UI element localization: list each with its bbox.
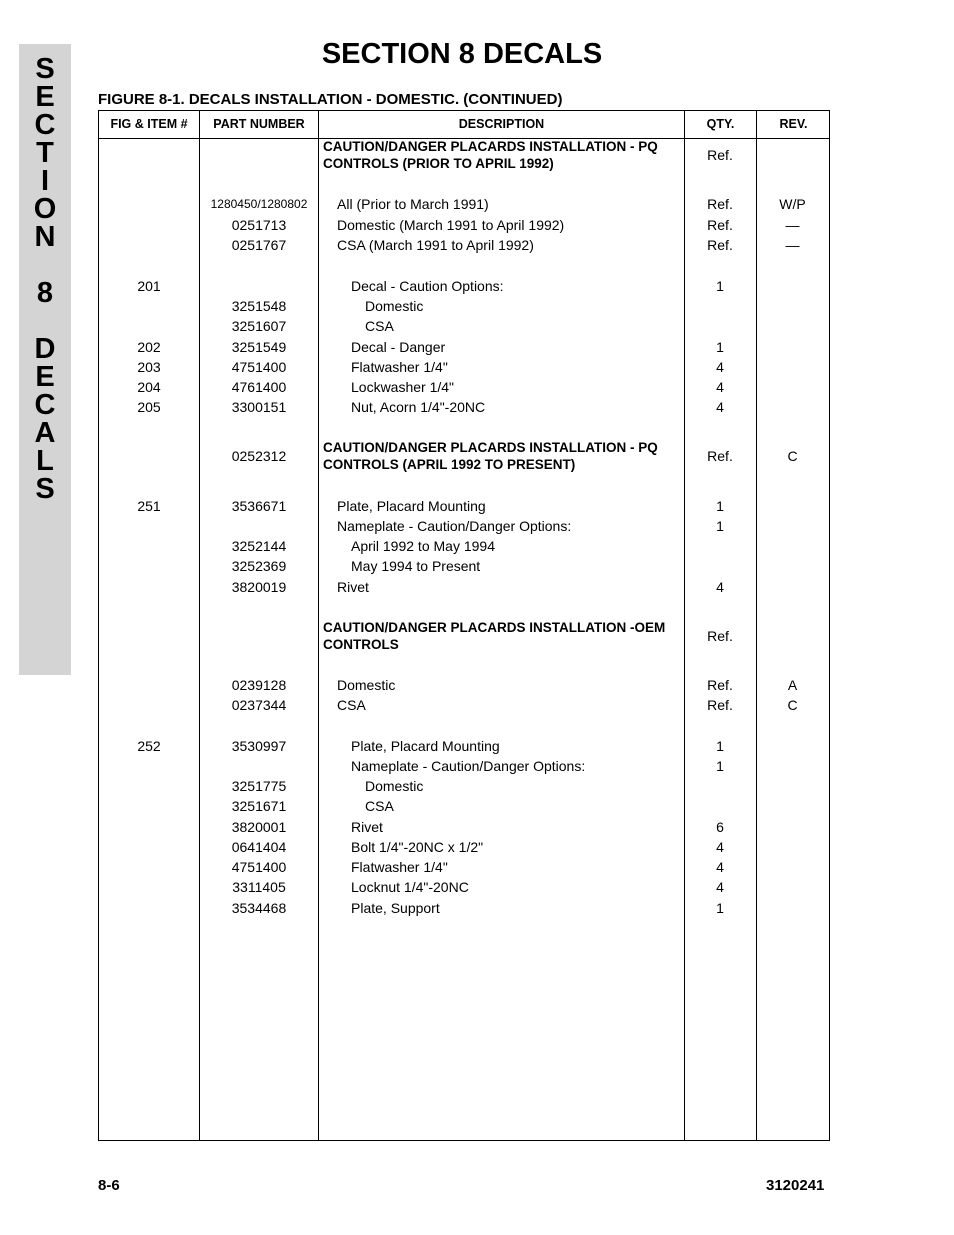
table-row [99, 696, 829, 714]
qty-cell: 1 [716, 498, 724, 514]
header-qty: QTY. [706, 117, 735, 131]
part-number-cell: 1280450/1280802 [210, 197, 308, 211]
side-tab-letter: O [33, 193, 57, 225]
qty-cell: Ref. [707, 147, 733, 163]
header-rev: REV. [779, 117, 808, 131]
part-number-cell: 3252144 [231, 538, 287, 554]
table-row [99, 236, 829, 254]
description-cell: Flatwasher 1/4" [351, 859, 448, 875]
part-number-cell: 3820019 [231, 579, 287, 595]
qty-cell: 4 [716, 399, 724, 415]
table-row [99, 297, 829, 315]
table-row [99, 216, 829, 234]
part-number-cell: 3300151 [231, 399, 287, 415]
description-cell: All (Prior to March 1991) [337, 196, 489, 212]
fig-item-cell: 205 [137, 399, 161, 415]
part-number-cell: 3536671 [231, 498, 287, 514]
table-row [99, 378, 829, 396]
qty-cell: 4 [716, 879, 724, 895]
table-row [99, 537, 829, 555]
fig-item-cell: 202 [137, 339, 161, 355]
description-cell: Domestic [337, 677, 396, 693]
part-number-cell: 0641404 [231, 839, 287, 855]
page-title: SECTION 8 DECALS [321, 38, 603, 70]
table-row [99, 338, 829, 356]
rev-cell: — [785, 237, 800, 253]
table-row [99, 317, 829, 335]
side-tab-letter: S [35, 473, 55, 505]
table-row [99, 517, 829, 535]
side-tab-letter: N [34, 221, 56, 253]
description-cell: Rivet [351, 819, 383, 835]
part-number-cell: 3251775 [231, 778, 287, 794]
qty-cell: 1 [716, 339, 724, 355]
table-row [99, 858, 829, 876]
heading-line: CAUTION/DANGER PLACARDS INSTALLATION - PQ [323, 139, 658, 154]
table-row [99, 358, 829, 376]
fig-item-cell: 204 [137, 379, 161, 395]
qty-cell: Ref. [707, 237, 733, 253]
description-cell: CSA (March 1991 to April 1992) [337, 237, 534, 253]
description-cell: May 1994 to Present [351, 558, 481, 574]
part-number-cell: 3251548 [231, 298, 287, 314]
description-cell: Nut, Acorn 1/4"-20NC [351, 399, 486, 415]
table-row [99, 797, 829, 815]
qty-cell: 1 [716, 738, 724, 754]
description-cell: Lockwasher 1/4" [351, 379, 455, 395]
table-row [99, 578, 829, 596]
rev-cell: W/P [779, 196, 806, 212]
part-number-cell: 4751400 [231, 359, 287, 375]
side-tab-letter: T [36, 137, 54, 169]
side-tab-letter: 8 [36, 277, 54, 309]
qty-cell: Ref. [707, 697, 733, 713]
part-number-cell: 3534468 [231, 900, 287, 916]
table-row [99, 497, 829, 515]
qty-cell: Ref. [707, 448, 733, 464]
section-side-tab [19, 44, 71, 675]
rev-cell: C [787, 697, 798, 713]
table-row [99, 557, 829, 575]
part-number-cell: 3251549 [231, 339, 287, 355]
part-number-cell: 3530997 [231, 738, 287, 754]
table-row-heading [99, 439, 829, 479]
side-tab-letter: C [34, 109, 56, 141]
part-number-cell: 0237344 [231, 697, 287, 713]
table-row [99, 899, 829, 917]
description-cell: CSA [337, 697, 366, 713]
description-cell: Bolt 1/4"-20NC x 1/2" [351, 839, 484, 855]
heading-line: CAUTION/DANGER PLACARDS INSTALLATION -OEM [323, 620, 666, 635]
description-cell: Plate, Placard Mounting [337, 498, 486, 514]
qty-cell: 4 [716, 859, 724, 875]
side-tab-letter: A [34, 417, 56, 449]
heading-line: CONTROLS [323, 637, 399, 652]
part-number-cell: 3820001 [231, 819, 287, 835]
qty-cell: Ref. [707, 628, 733, 644]
page-number: 8-6 [98, 1177, 120, 1194]
table-row [99, 818, 829, 836]
part-number-cell: 4761400 [231, 379, 287, 395]
description-cell: Decal - Caution Options: [351, 278, 504, 294]
table-row [99, 777, 829, 795]
heading-line: CONTROLS (APRIL 1992 TO PRESENT) [323, 457, 576, 472]
part-number-cell: 0239128 [231, 677, 287, 693]
rev-cell: — [785, 217, 800, 233]
qty-cell: 1 [716, 518, 724, 534]
description-cell: Nameplate - Caution/Danger Options: [351, 758, 586, 774]
qty-cell: 1 [716, 900, 724, 916]
heading-line: CAUTION/DANGER PLACARDS INSTALLATION - PQ [323, 440, 658, 455]
description-cell: Locknut 1/4"-20NC [351, 879, 469, 895]
table-row [99, 277, 829, 295]
fig-item-cell: 201 [137, 278, 161, 294]
table-row [99, 676, 829, 694]
table-row [99, 757, 829, 775]
description-cell: Domestic (March 1991 to April 1992) [337, 217, 565, 233]
qty-cell: 4 [716, 579, 724, 595]
description-cell: Plate, Placard Mounting [351, 738, 500, 754]
description-cell: April 1992 to May 1994 [351, 538, 495, 554]
qty-cell: 1 [716, 758, 724, 774]
fig-item-cell: 203 [137, 359, 161, 375]
table-row [99, 398, 829, 416]
table-row-heading [99, 138, 829, 178]
description-cell: Domestic [365, 298, 424, 314]
description-cell: Flatwasher 1/4" [351, 359, 448, 375]
table-row [99, 737, 829, 755]
heading-line: CONTROLS (PRIOR TO APRIL 1992) [323, 156, 554, 171]
part-number-cell: 3251607 [231, 318, 287, 334]
side-tab-letter: E [35, 361, 55, 393]
parts-table [98, 110, 830, 1141]
part-number-cell: 0251713 [231, 217, 287, 233]
part-number-cell: 3252369 [231, 558, 287, 574]
header-part-number: PART NUMBER [213, 117, 305, 131]
part-number-cell: 0251767 [231, 237, 287, 253]
table-row-heading [99, 619, 829, 659]
qty-cell: Ref. [707, 677, 733, 693]
side-tab-letter: D [34, 333, 56, 365]
qty-cell: Ref. [707, 196, 733, 212]
table-row [99, 838, 829, 856]
header-fig-item: FIG & ITEM # [110, 117, 188, 131]
description-cell: Rivet [337, 579, 369, 595]
qty-cell: 4 [716, 379, 724, 395]
qty-cell: 4 [716, 359, 724, 375]
qty-cell: Ref. [707, 217, 733, 233]
table-row [99, 878, 829, 896]
description-cell: CSA [365, 798, 394, 814]
part-number-cell: 3251671 [231, 798, 287, 814]
description-cell: Plate, Support [351, 900, 440, 916]
qty-cell: 4 [716, 839, 724, 855]
part-number-cell: 0252312 [231, 448, 287, 464]
part-number-cell: 3311405 [232, 879, 286, 895]
fig-item-cell: 251 [137, 498, 161, 514]
table-row [99, 195, 829, 213]
figure-title: FIGURE 8-1. DECALS INSTALLATION - DOMESTIC. (CONTINUED) [98, 91, 563, 108]
header-description: DESCRIPTION [458, 117, 545, 131]
description-cell: Decal - Danger [351, 339, 446, 355]
description-cell: Nameplate - Caution/Danger Options: [337, 518, 572, 534]
description-cell: CSA [365, 318, 394, 334]
qty-cell: 1 [716, 278, 724, 294]
fig-item-cell: 252 [137, 738, 161, 754]
description-cell: Domestic [365, 778, 424, 794]
rev-cell: A [787, 677, 798, 693]
side-tab-letter: S [35, 53, 55, 85]
document-number: 3120241 [766, 1177, 825, 1194]
qty-cell: 6 [716, 819, 724, 835]
side-tab-letter: C [34, 389, 56, 421]
side-tab-letter: I [40, 165, 50, 197]
part-number-cell: 4751400 [231, 859, 287, 875]
side-tab-letter: L [36, 445, 54, 477]
side-tab-letter: E [35, 81, 55, 113]
rev-cell: C [787, 448, 798, 464]
